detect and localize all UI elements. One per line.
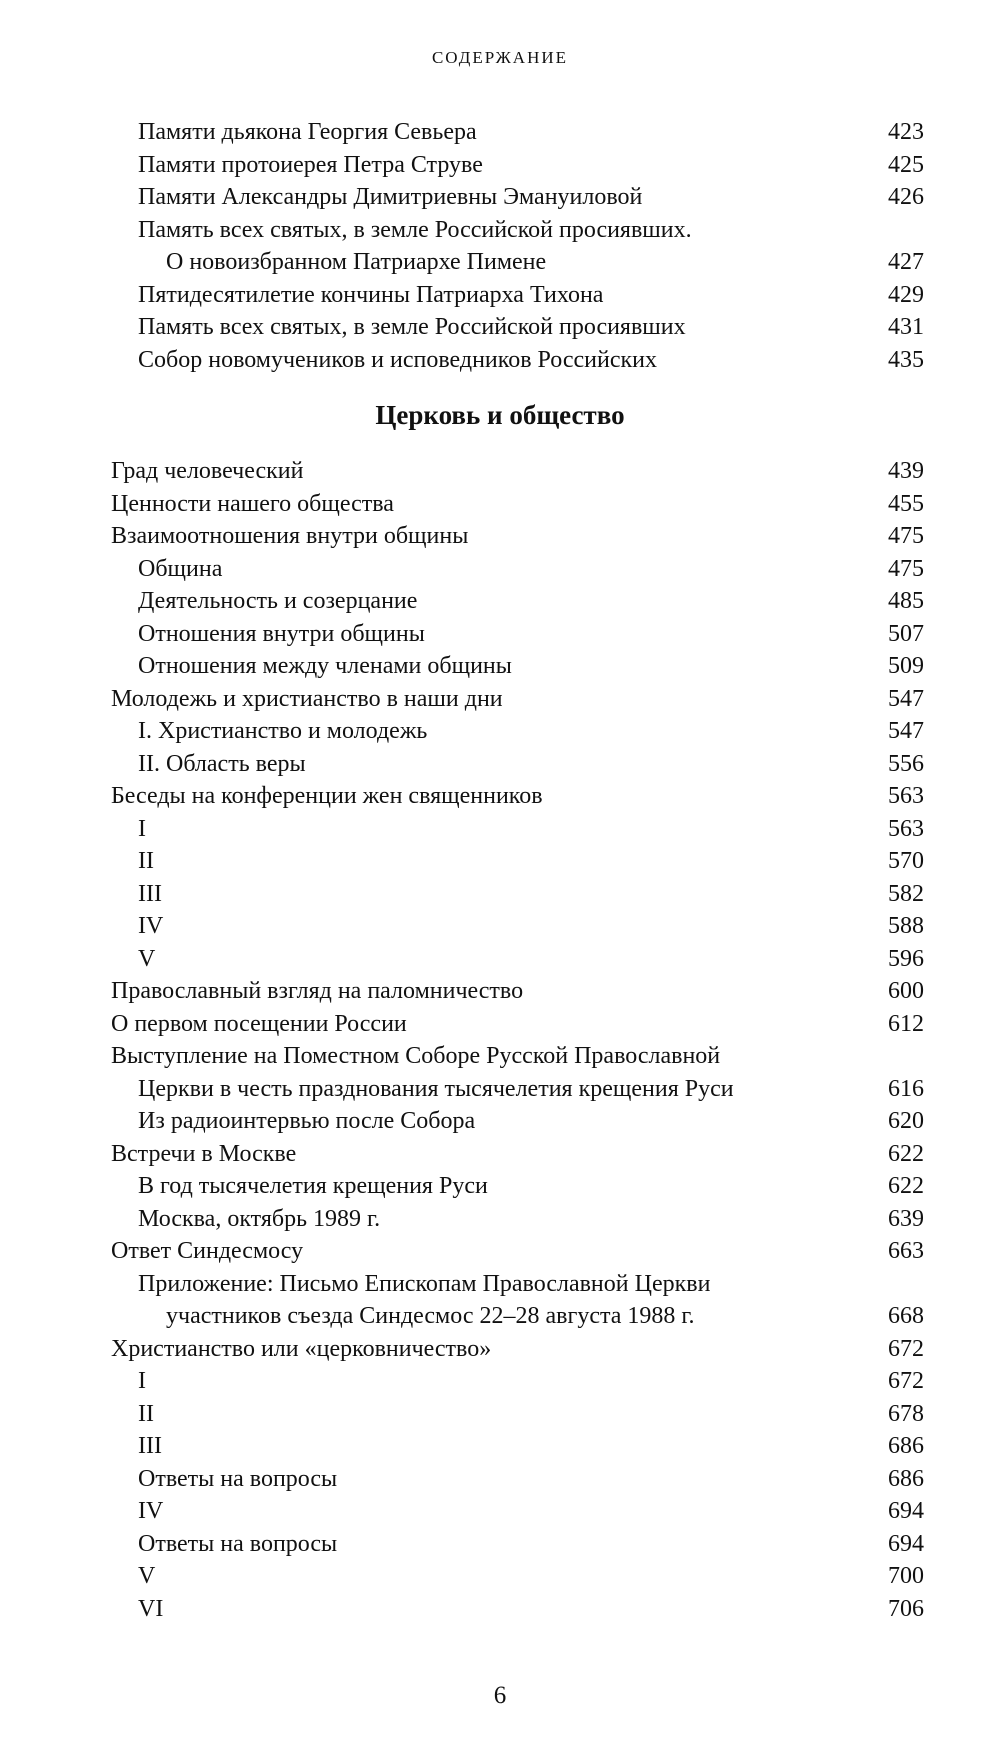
toc-entry-page: 622 [888,1140,924,1167]
toc-subentry [111,650,924,683]
toc-entry-page: 600 [888,978,924,1004]
toc-subentry [111,1398,924,1431]
toc-entry [111,455,924,488]
toc-entry-page: 588 [888,913,924,939]
toc-entry-title: Москва, октябрь 1989 г. [138,1205,381,1232]
toc-entry-page: 620 [888,1108,924,1134]
toc-entry-page: 596 [888,945,924,972]
toc-entry-title: Памяти Александры Димитриевны Эмануиловой [138,184,643,210]
toc-entry-title: Православный взгляд на паломничество [111,978,524,1004]
toc-entry-page: 563 [888,783,924,809]
toc-subentry [111,748,924,781]
toc-entry-page: 509 [888,653,924,679]
toc-subentry [111,1105,924,1138]
toc-entry-page: 672 [888,1335,924,1362]
toc-subentry [111,1268,924,1301]
toc-entry-title: II [138,848,154,874]
toc-entry-title: В год тысячелетия крещения Руси [138,1173,488,1199]
toc-subentry [111,1593,924,1626]
toc-entry-title: III [138,1433,162,1459]
toc-entry-title: Память всех святых, в земле Российской просиявших. [138,216,692,243]
toc-entry-page: 455 [888,490,924,517]
toc-entry-title: Памяти протоиерея Петра Струве [138,151,483,178]
toc-entry-page: 547 [888,685,924,712]
toc-entry-title: Отношения внутри общины [138,620,425,647]
toc-entry-page: 426 [888,184,924,210]
toc-entry-title: Отношения между членами общины [138,653,512,679]
toc-entry-continuation [111,1073,924,1106]
toc-entry-page: 431 [888,314,924,340]
toc-entry-title: IV [138,913,164,939]
toc-subentry [111,878,924,911]
toc-entry-title: Ценности нашего общества [111,490,394,517]
toc-entry-title: Взаимоотношения внутри общины [111,523,469,549]
toc-entry [111,488,924,521]
toc-entry-page: 423 [888,119,924,145]
toc-entry-page: 672 [888,1368,924,1394]
toc-entry [111,1333,924,1366]
toc-entry [111,1235,924,1268]
toc-entry [111,1040,924,1073]
toc-entry-page: 507 [888,620,924,647]
toc-subentry [111,1560,924,1593]
toc-entry-page: 616 [888,1075,924,1102]
toc-entry-page: 694 [888,1530,924,1557]
toc-entry [111,1138,924,1171]
toc-entry [111,311,924,344]
toc-entry-title: Ответы на вопросы [138,1465,338,1492]
toc-main-list [111,455,924,1625]
toc-entry-page: 485 [888,588,924,614]
toc-subentry [111,1430,924,1463]
toc-entry-title: Деятельность и созерцание [138,588,418,614]
toc-entry [111,1008,924,1041]
toc-entry-continuation [111,246,924,279]
toc-entry [111,181,924,214]
toc-subentry [111,1528,924,1561]
section-heading: Церковь и общество [375,400,625,430]
toc-subentry [111,943,924,976]
toc-entry-page: 556 [888,750,924,777]
toc-subentry [111,1170,924,1203]
toc-entry-title: Община [138,555,223,582]
toc-entry-title: Память всех святых, в земле Российской просиявших [138,314,686,340]
toc-entry-title: Выступление на Поместном Соборе Русской Православной [111,1043,721,1069]
toc-entry [111,975,924,1008]
toc-entry [111,149,924,182]
toc-entry-page: 686 [888,1433,924,1459]
toc-entry-title: III [138,880,162,907]
toc-entry-page: 547 [888,718,924,744]
toc-entry-title: Из радиоинтервью после Собора [138,1108,476,1134]
toc-entry-page: 429 [888,281,924,308]
toc-entry-title: IV [138,1498,164,1524]
toc-entry-title: О новоизбранном Патриархе Пимене [166,249,547,275]
page-number: 6 [493,1682,507,1709]
toc-entry-title: Церкви в честь празднования тысячелетия крещения Руси [138,1075,734,1102]
toc-entry-page: 700 [888,1563,924,1589]
toc-top-list [111,116,924,376]
toc-entry-title: Памяти дьякона Георгия Севьера [138,119,477,145]
toc-entry-title: I [138,815,146,842]
toc-entry-title: I. Христианство и молодежь [138,718,428,744]
toc-entry-page: 563 [888,815,924,842]
toc-entry-continuation [111,1300,924,1333]
toc-subentry [111,618,924,651]
toc-entry [111,780,924,813]
toc-entry-page: 663 [888,1238,924,1264]
toc-entry-page: 622 [888,1173,924,1199]
toc-entry-title: Христианство или «церковничество» [111,1335,492,1362]
toc-entry-title: О первом посещении России [111,1010,407,1037]
toc-subentry [111,910,924,943]
toc-entry-page: 435 [888,346,924,373]
toc-entry-page: 425 [888,151,924,178]
toc-entry-title: Ответы на вопросы [138,1530,338,1557]
toc-subentry [111,1203,924,1236]
toc-entry-title: Приложение: Письмо Епископам Православной Церкви [138,1270,711,1297]
toc-entry [111,344,924,377]
toc-entry-page: 694 [888,1498,924,1524]
toc-entry-page: 475 [888,555,924,582]
toc-entry-page: 570 [888,848,924,874]
toc-entry-title: участников съезда Синдесмос 22–28 августа 1988 г. [166,1303,695,1329]
toc-subentry [111,1495,924,1528]
toc-subentry [111,845,924,878]
toc-entry-page: 639 [888,1205,924,1232]
toc-entry-title: Пятидесятилетие кончины Патриарха Тихона [138,281,604,308]
toc-entry [111,683,924,716]
toc-entry-title: Собор новомучеников и исповедников Российских [138,346,658,373]
toc-entry [111,214,924,247]
toc-subentry [111,585,924,618]
toc-subentry [111,1463,924,1496]
toc-entry-page: 668 [888,1303,924,1329]
toc-entry [111,279,924,312]
toc-entry-title: VI [138,1595,164,1622]
toc-entry-title: V [138,1563,156,1589]
toc-entry-page: 582 [888,880,924,907]
toc-subentry [111,553,924,586]
toc-entry-title: I [138,1368,146,1394]
toc-entry-page: 706 [888,1595,924,1622]
toc-subentry [111,1365,924,1398]
toc-entry [111,116,924,149]
toc-entry-page: 427 [888,249,924,275]
toc-subentry [111,715,924,748]
toc-entry-title: Ответ Синдесмосу [111,1238,304,1264]
toc-entry-title: Встречи в Москве [111,1140,297,1167]
toc-entry-title: Беседы на конференции жен священников [111,783,543,809]
toc-entry-page: 686 [888,1465,924,1492]
running-head: СОДЕРЖАНИЕ [431,48,569,67]
toc-entry-title: II. Область веры [138,750,306,777]
toc-entry-title: V [138,945,156,972]
toc-entry-page: 612 [888,1010,924,1037]
toc-entry-title: Град человеческий [111,458,304,484]
toc-subentry [111,813,924,846]
toc-entry-page: 439 [888,458,924,484]
toc-entry-title: Молодежь и христианство в наши дни [111,685,503,712]
toc-entry-title: II [138,1400,154,1427]
toc-entry [111,520,924,553]
toc-entry-page: 678 [888,1400,924,1427]
toc-entry-page: 475 [888,523,924,549]
